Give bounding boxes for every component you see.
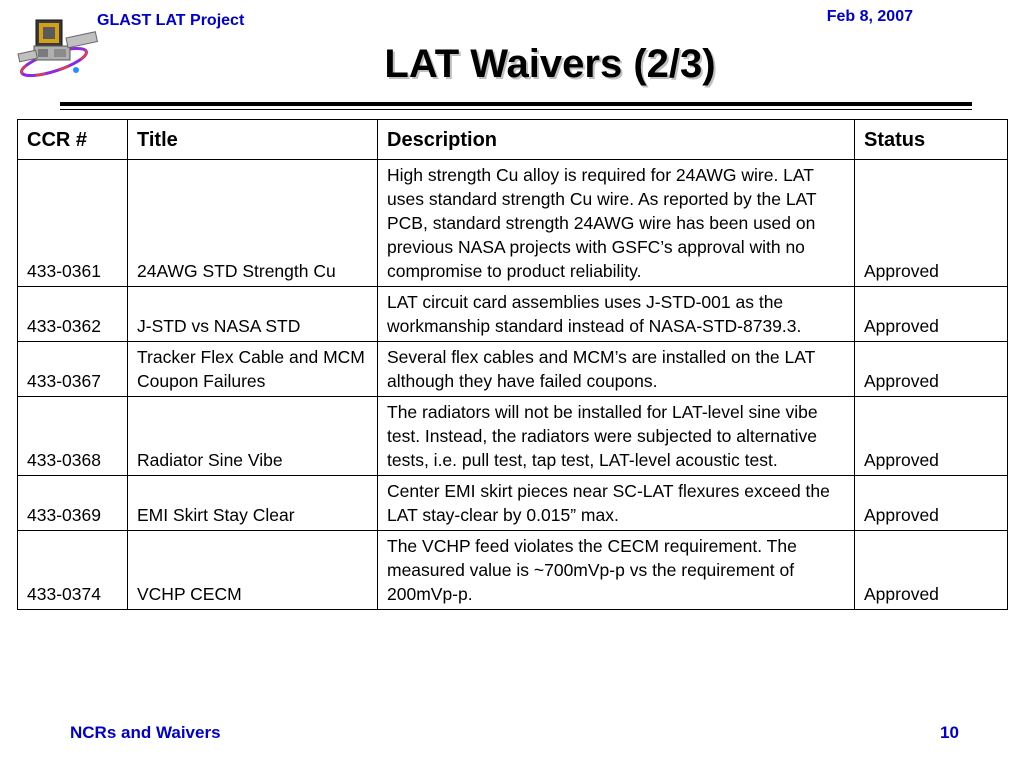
table-row <box>18 397 1008 476</box>
status-cell: Approved <box>855 531 1008 610</box>
column-header-title: Title <box>128 120 378 160</box>
description-cell: Several flex cables and MCM’s are installed on the LAT although they have failed coupons. <box>378 342 855 397</box>
ccr-cell: 433-0367 <box>18 342 128 397</box>
title-cell: 24AWG STD Strength Cu <box>128 160 378 287</box>
description-cell: High strength Cu alloy is required for 24AWG wire. LAT uses standard strength Cu wire. As reported by the LAT PCB, standard strength 24AWG wire has been used on previous NASA projects with GSFC’s approval with no compromise to product reliability. <box>378 160 855 287</box>
page-number: 10 <box>940 723 959 742</box>
column-header-ccr: CCR # <box>18 120 128 160</box>
project-name: GLAST LAT Project <box>97 12 245 29</box>
waivers-table <box>17 119 1008 610</box>
title-cell: Tracker Flex Cable and MCM Coupon Failures <box>128 342 378 397</box>
description-cell: The radiators will not be installed for LAT-level sine vibe test. Instead, the radiators were subjected to alternative tests, i.e. pull test, tap test, LAT-level acoustic test. <box>378 397 855 476</box>
title-cell: EMI Skirt Stay Clear <box>128 476 378 531</box>
table-row <box>18 476 1008 531</box>
ccr-cell: 433-0368 <box>18 397 128 476</box>
table-row <box>18 531 1008 610</box>
table-header-row <box>18 120 1008 160</box>
column-header-description: Description <box>378 120 855 160</box>
description-cell: The VCHP feed violates the CECM requirement. The measured value is ~700mVp-p vs the requirement of 200mVp-p. <box>378 531 855 610</box>
status-cell: Approved <box>855 160 1008 287</box>
column-header-status: Status <box>855 120 1008 160</box>
table-row <box>18 287 1008 342</box>
title-divider-thin <box>60 109 972 110</box>
status-cell: Approved <box>855 287 1008 342</box>
slide-title: LAT Waivers (2/3) <box>384 42 716 86</box>
footer-section-title: NCRs and Waivers <box>70 723 221 742</box>
ccr-cell: 433-0374 <box>18 531 128 610</box>
status-cell: Approved <box>855 342 1008 397</box>
description-cell: Center EMI skirt pieces near SC-LAT flexures exceed the LAT stay-clear by 0.015” max. <box>378 476 855 531</box>
ccr-cell: 433-0361 <box>18 160 128 287</box>
table-row <box>18 160 1008 287</box>
table-row <box>18 342 1008 397</box>
status-cell: Approved <box>855 476 1008 531</box>
ccr-cell: 433-0369 <box>18 476 128 531</box>
description-cell: LAT circuit card assemblies uses J-STD-001 as the workmanship standard instead of NASA-STD-8739.3. <box>378 287 855 342</box>
title-cell: J-STD vs NASA STD <box>128 287 378 342</box>
title-cell: Radiator Sine Vibe <box>128 397 378 476</box>
title-cell: VCHP CECM <box>128 531 378 610</box>
ccr-cell: 433-0362 <box>18 287 128 342</box>
title-divider-thick <box>60 102 972 106</box>
status-cell: Approved <box>855 397 1008 476</box>
slide-date: Feb 8, 2007 <box>826 8 913 25</box>
